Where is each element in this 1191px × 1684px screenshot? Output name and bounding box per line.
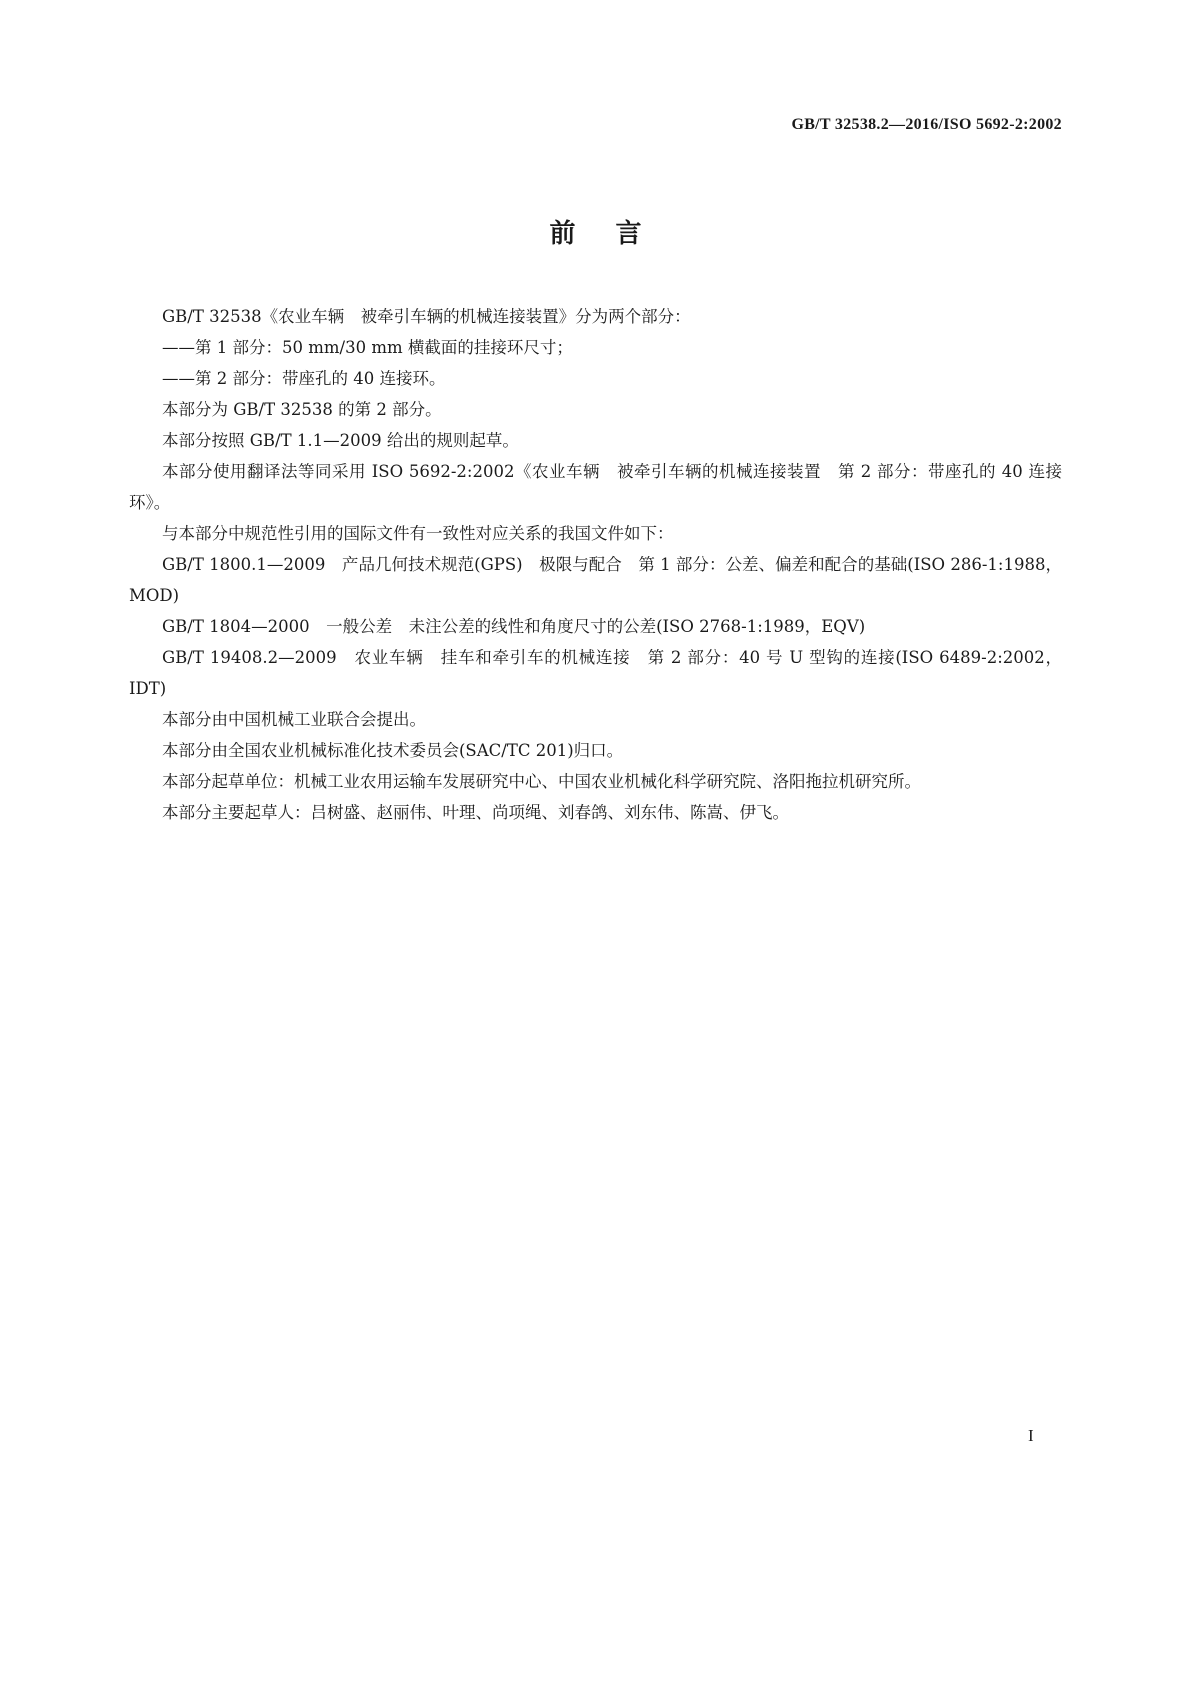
paragraph: 本部分使用翻译法等同采用 ISO 5692-2:2002《农业车辆 被牵引车辆的机械连接装置 第 2 部分：带座孔的 40 连接环》。 bbox=[129, 462, 1062, 512]
list-item: ——第 2 部分：带座孔的 40 连接环。 bbox=[162, 369, 446, 388]
paragraph: 与本部分中规范性引用的国际文件有一致性对应关系的我国文件如下： bbox=[162, 524, 674, 543]
paragraph: 本部分主要起草人：吕树盛、赵丽伟、叶理、尚项绳、刘春鸽、刘东伟、陈嵩、伊飞。 bbox=[162, 803, 789, 822]
page-title: 前言 bbox=[549, 219, 682, 249]
paragraph: 本部分按照 GB/T 1.1—2009 给出的规则起草。 bbox=[162, 431, 519, 450]
reference-item: GB/T 1804—2000 一般公差 未注公差的线性和角度尺寸的公差(ISO 2768-1:1989，EQV) bbox=[162, 617, 866, 636]
standard-code-header: GB/T 32538.2—2016/ISO 5692-2:2002 bbox=[791, 116, 1062, 133]
foreword-body bbox=[129, 301, 1062, 828]
page-number: I bbox=[1028, 1426, 1034, 1445]
paragraph: GB/T 32538《农业车辆 被牵引车辆的机械连接装置》分为两个部分： bbox=[162, 307, 691, 326]
paragraph: 本部分由全国农业机械标准化技术委员会(SAC/TC 201)归口。 bbox=[162, 741, 624, 760]
reference-item: GB/T 19408.2—2009 农业车辆 挂车和牵引车的机械连接 第 2 部分：40 号 U 型钩的连接(ISO 6489-2:2002，IDT) bbox=[129, 648, 1062, 698]
list-item: ——第 1 部分：50 mm/30 mm 横截面的挂接环尺寸； bbox=[162, 338, 573, 357]
paragraph: 本部分起草单位：机械工业农用运输车发展研究中心、中国农业机械化科学研究院、洛阳拖拉机研究所。 bbox=[162, 772, 921, 791]
paragraph: 本部分为 GB/T 32538 的第 2 部分。 bbox=[162, 400, 442, 419]
reference-item: GB/T 1800.1—2009 产品几何技术规范(GPS) 极限与配合 第 1 部分：公差、偏差和配合的基础(ISO 286-1:1988，MOD) bbox=[129, 555, 1062, 605]
paragraph: 本部分由中国机械工业联合会提出。 bbox=[162, 710, 426, 729]
